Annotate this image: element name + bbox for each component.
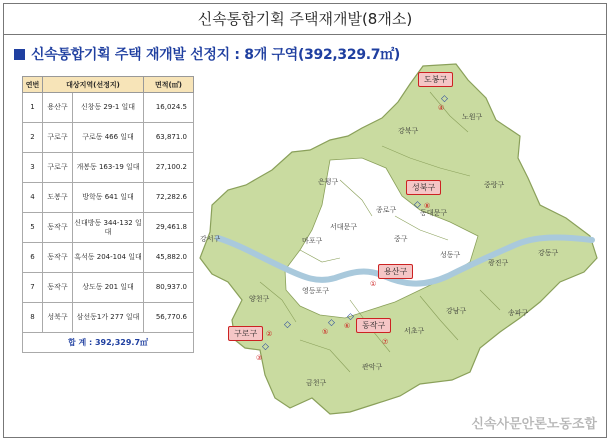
table-row <box>23 243 194 273</box>
district-label: 금천구 <box>306 379 327 387</box>
marker-number: ⑥ <box>344 322 351 330</box>
district-label: 종로구 <box>376 206 397 214</box>
site-label-guro[interactable]: 구로구 <box>228 326 263 341</box>
cell-area: 27,100.2 <box>144 153 194 183</box>
table-row <box>23 213 194 243</box>
district-label: 은평구 <box>318 178 339 186</box>
cell-area: 45,882.0 <box>144 243 194 273</box>
cell-area: 63,871.0 <box>144 123 194 153</box>
cell-no: 1 <box>23 93 43 123</box>
marker-diamond-icon[interactable]: ◇ <box>328 318 335 328</box>
district-label: 성동구 <box>440 251 461 259</box>
total-value: 392,329.7㎡ <box>94 338 149 347</box>
marker-number: ⑦ <box>382 338 389 346</box>
cell-area: 80,937.0 <box>144 273 194 303</box>
district-label: 마포구 <box>302 237 323 245</box>
marker-number: ⑤ <box>322 328 329 336</box>
district-label: 관악구 <box>362 363 383 371</box>
watermark: 신속사문안론노동조합 <box>471 417 597 432</box>
cell-area: 56,770.6 <box>144 303 194 333</box>
marker-number: ④ <box>438 104 445 112</box>
col-header-area: 면적(㎡) <box>144 77 194 93</box>
cell-gu: 동작구 <box>43 273 73 303</box>
cell-site: 삼선동1가 277 일대 <box>73 303 144 333</box>
cell-site: 상도동 201 일대 <box>73 273 144 303</box>
site-label-seongbuk[interactable]: 성북구 <box>406 180 441 195</box>
district-label: 노원구 <box>462 113 483 121</box>
marker-diamond-icon[interactable]: ◇ <box>347 312 354 322</box>
cell-no: 4 <box>23 183 43 213</box>
cell-site: 구로동 466 일대 <box>73 123 144 153</box>
district-label: 송파구 <box>508 309 529 317</box>
cell-area: 29,461.8 <box>144 213 194 243</box>
cell-gu: 도봉구 <box>43 183 73 213</box>
table-row <box>23 93 194 123</box>
cell-gu: 동작구 <box>43 213 73 243</box>
marker-number: ① <box>370 280 377 288</box>
table-row <box>23 273 194 303</box>
subtitle-text: 신속통합기획 주택 재개발 선정지 : 8개 구역(392,329.7㎡) <box>31 47 401 63</box>
district-label: 동대문구 <box>420 209 448 217</box>
cell-site: 신창동 29-1 일대 <box>73 93 144 123</box>
marker-diamond-icon[interactable]: ◇ <box>262 342 269 352</box>
district-label: 서초구 <box>404 327 425 335</box>
cell-site: 개봉동 163-19 일대 <box>73 153 144 183</box>
table-row <box>23 303 194 333</box>
table-row <box>23 183 194 213</box>
cell-no: 7 <box>23 273 43 303</box>
district-label: 강서구 <box>200 235 221 243</box>
cell-gu: 구로구 <box>43 123 73 153</box>
marker-number: ② <box>266 330 273 338</box>
cell-area: 72,282.6 <box>144 183 194 213</box>
site-label-dobong[interactable]: 도봉구 <box>418 72 453 87</box>
site-label-dongjak[interactable]: 동작구 <box>356 318 391 333</box>
cell-no: 5 <box>23 213 43 243</box>
district-label: 영등포구 <box>302 287 330 295</box>
cell-site: 방학동 641 일대 <box>73 183 144 213</box>
marker-number: ⑧ <box>424 202 431 210</box>
cell-no: 2 <box>23 123 43 153</box>
cell-gu: 성북구 <box>43 303 73 333</box>
district-label: 강북구 <box>398 127 419 135</box>
table-row <box>23 153 194 183</box>
district-label: 강동구 <box>538 249 559 257</box>
cell-no: 3 <box>23 153 43 183</box>
district-label: 강남구 <box>446 307 467 315</box>
table-total-row <box>23 333 194 353</box>
cell-gu: 동작구 <box>43 243 73 273</box>
marker-diamond-icon[interactable]: ◇ <box>441 94 448 104</box>
cell-gu: 구로구 <box>43 153 73 183</box>
cell-no: 6 <box>23 243 43 273</box>
col-header-no: 연번 <box>23 77 43 93</box>
marker-diamond-icon[interactable]: ◇ <box>284 320 291 330</box>
cell-area: 16,024.5 <box>144 93 194 123</box>
marker-number: ③ <box>256 354 263 362</box>
site-label-yongsan[interactable]: 용산구 <box>378 264 413 279</box>
table-row <box>23 123 194 153</box>
total-cell <box>23 333 194 353</box>
cell-site: 흑석동 204-104 일대 <box>73 243 144 273</box>
col-header-site: 대상지역(선정지) <box>43 77 144 93</box>
page-title: 신속통합기획 주택재개발(8개소) <box>3 3 607 35</box>
cell-site: 신대방동 344-132 일대 <box>73 213 144 243</box>
district-label: 중구 <box>394 235 408 243</box>
marker-diamond-icon[interactable]: ◇ <box>414 200 421 210</box>
cell-no: 8 <box>23 303 43 333</box>
selection-table <box>22 76 194 353</box>
district-label: 중랑구 <box>484 181 505 189</box>
district-label: 서대문구 <box>330 223 358 231</box>
district-label: 광진구 <box>488 259 509 267</box>
cell-gu: 용산구 <box>43 93 73 123</box>
district-label: 양천구 <box>249 295 270 303</box>
total-label: 합 계 : <box>67 338 93 347</box>
table-header-row <box>23 77 194 93</box>
